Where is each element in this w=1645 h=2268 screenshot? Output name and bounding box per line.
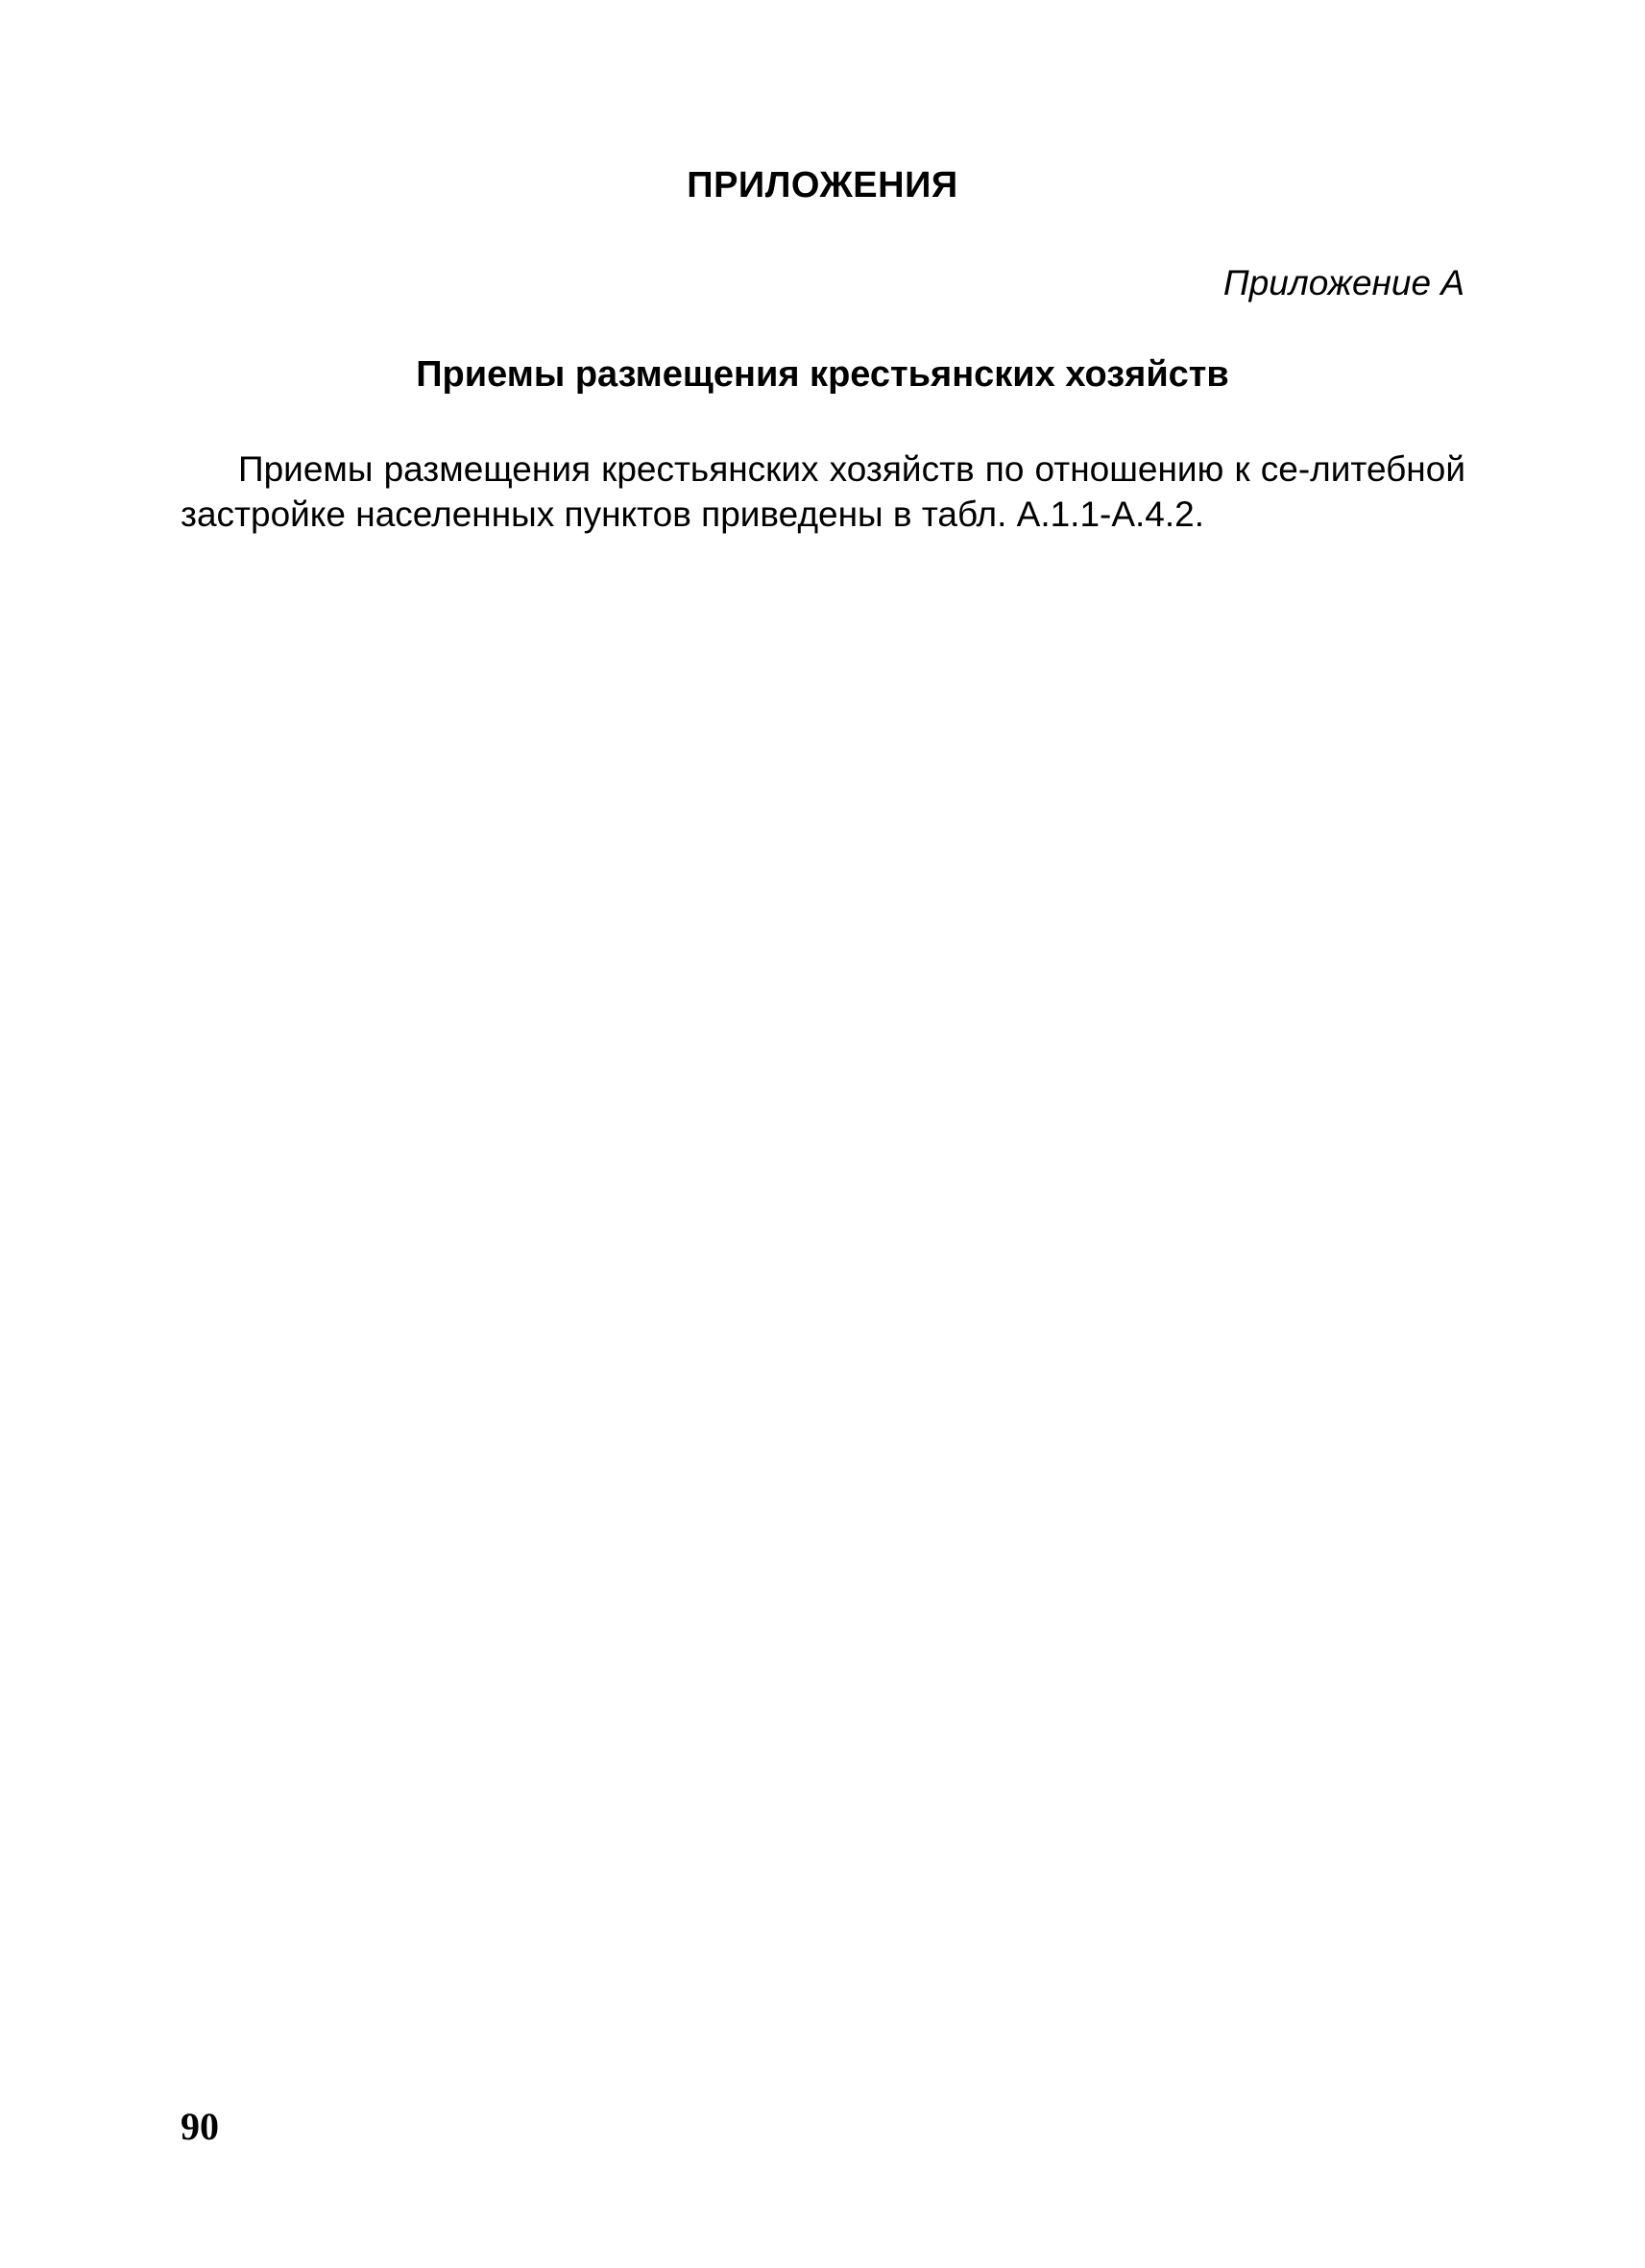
appendix-heading: Приемы размещения крестьянских хозяйств: [416, 354, 1229, 395]
appendix-label: Приложение А: [1222, 263, 1464, 302]
section-title: ПРИЛОЖЕНИЯ: [687, 165, 958, 205]
page-number: 90: [181, 2105, 219, 2148]
body-paragraph: Приемы размещения крестьянских хозяйств по отношению к се-литебной застройке населенных пунктов приведены в табл. А.1.1-А.4.2.: [181, 449, 1465, 534]
